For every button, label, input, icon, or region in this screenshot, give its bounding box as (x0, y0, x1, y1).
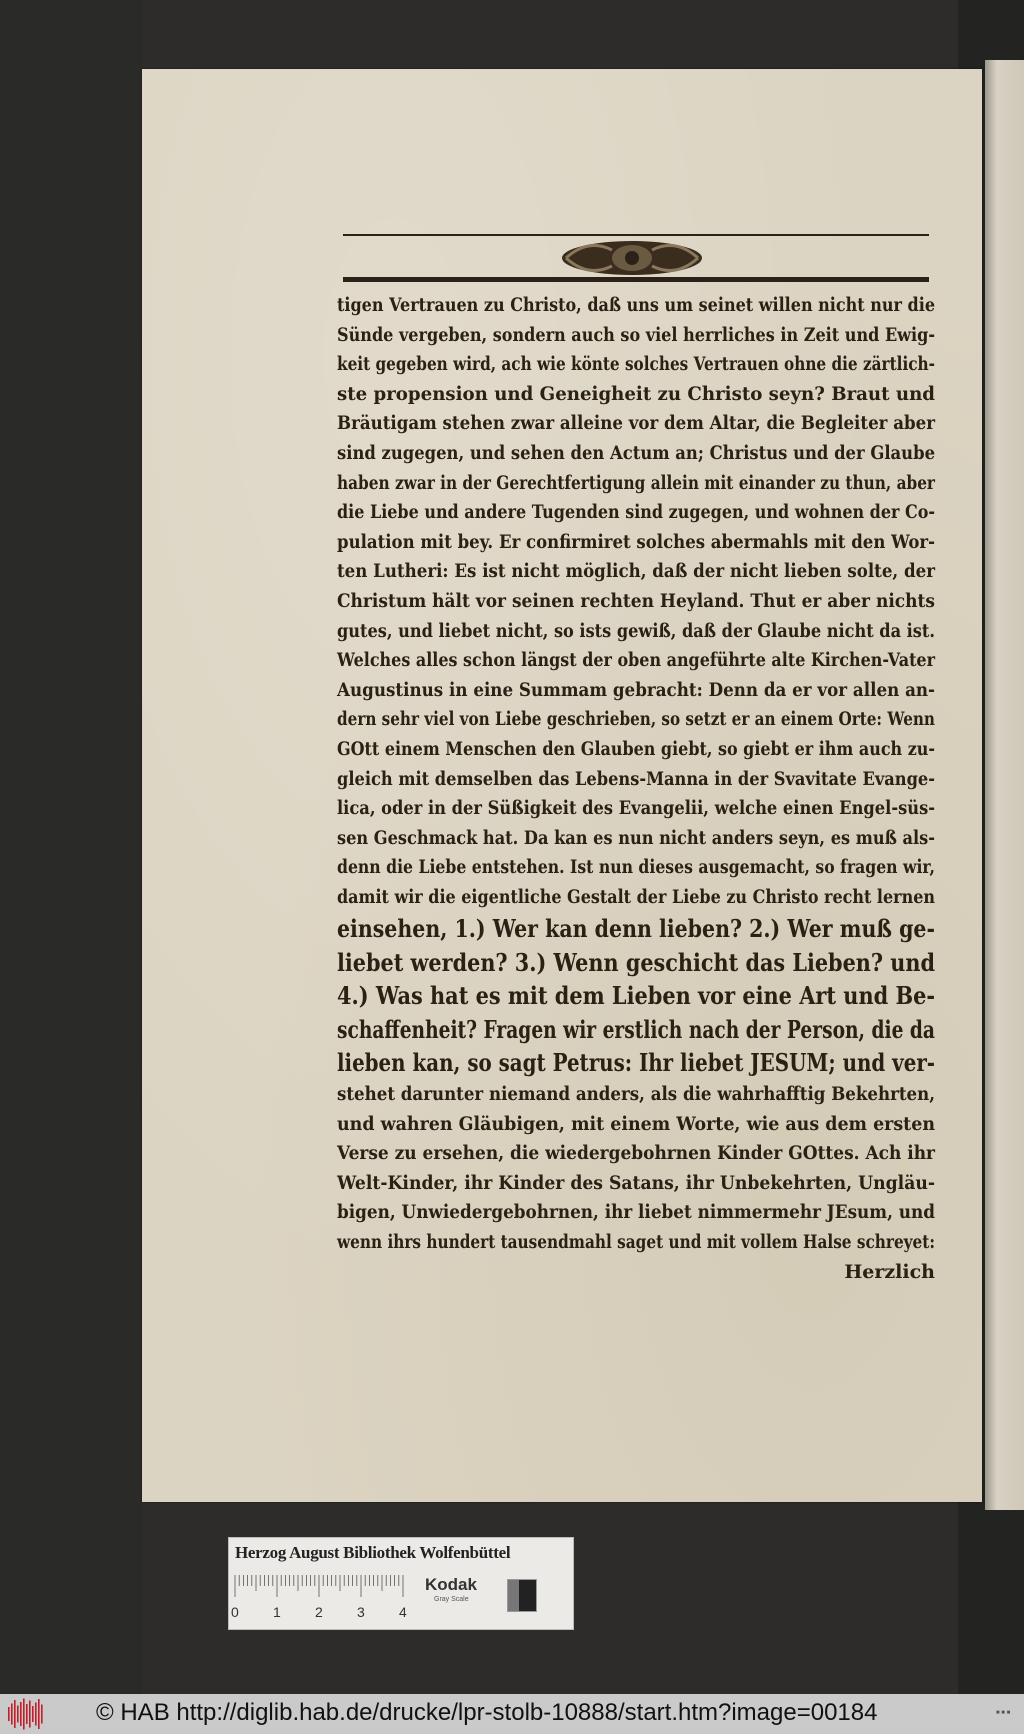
text-line: gutes, und liebet nicht, so ists gewiß, daß der Glaube nicht da ist. (337, 619, 935, 642)
text-line: GOtt einem Menschen den Glauben giebt, so giebt er ihm auch zu- (337, 737, 935, 760)
text-line: gleich mit demselben das Lebens-Manna in der Svavitate Evange- (337, 767, 935, 790)
logo-bar (17, 1706, 19, 1723)
text-line: lica, oder in der Süßigkeit des Evangelii, welche einen Engel-süs- (337, 797, 935, 820)
ruler-number: 4 (399, 1604, 407, 1620)
text-line: Augustinus in eine Summam gebracht: Denn da er vor allen an- (337, 678, 935, 701)
header-rule-thick (343, 277, 929, 282)
text-line: dern sehr viel von Liebe geschrieben, so setzt er an einem Orte: Wenn (337, 708, 935, 731)
text-line: haben zwar in der Gerechtfertigung allein mit einander zu thun, aber (337, 471, 935, 494)
ruler-number: 0 (231, 1604, 239, 1620)
text-line: sind zugegen, und sehen den Actum an; Christus und der Glaube (337, 441, 935, 464)
library-name: Herzog August Bibliothek Wolfenbüttel (235, 1543, 511, 1562)
text-line: damit wir die eigentliche Gestalt der Liebe zu Christo recht lernen (337, 885, 935, 908)
logo-bar (32, 1706, 34, 1722)
text-line: Christum hält vor seinen rechten Heyland. Thut er aber nichts (337, 589, 935, 612)
text-line: Sünde vergeben, sondern auch so viel herrliches in Zeit und Ewig- (337, 323, 935, 346)
text-line: die Liebe und andere Tugenden sind zugegen, und wohnen der Co- (337, 501, 935, 524)
logo-bar (35, 1703, 37, 1726)
logo-bar (29, 1701, 31, 1728)
text-line: und wahren Gläubigen, mit einem Worte, wie aus dem ersten (337, 1112, 935, 1135)
permalink[interactable]: © HAB http://diglib.hab.de/drucke/lpr-stolb-10888/start.htm?image=00184 (96, 1699, 878, 1726)
catchword: Herzlich (844, 1260, 935, 1283)
logo-bar (20, 1702, 22, 1726)
text-line: ten Lutheri: Es ist nicht möglich, daß der nicht lieben solte, der (337, 560, 935, 583)
logo-bar (38, 1699, 40, 1729)
logo-bar (23, 1699, 25, 1730)
text-line: ste propension und Geneigheit zu Christo seyn? Braut und (337, 382, 935, 405)
text-line: Welches alles schon längst der oben angeführte alte Kirchen-Vater (337, 649, 935, 672)
text-line: bigen, Unwiedergebohrnen, ihr liebet nimmermehr JEsum, und (337, 1201, 935, 1224)
ruler-number: 3 (357, 1604, 365, 1620)
text-line: keit gegeben wird, ach wie könte solches Vertrauen ohne die zärtlich- (337, 353, 935, 376)
text-line: einsehen, 1.) Wer kan denn lieben? 2.) Wer muß ge- (337, 914, 935, 944)
page-body-text (337, 291, 935, 1287)
library-scale-card (228, 1537, 574, 1630)
text-line: 4.) Was hat es mit dem Lieben vor eine Art und Be- (337, 981, 935, 1011)
hab-logo-icon (6, 1698, 46, 1730)
text-line: liebet werden? 3.) Wenn geschicht das Lieben? und (337, 947, 935, 977)
ruler-number: 1 (273, 1604, 281, 1620)
text-line: stehet darunter niemand anders, als die wahrhafftig Bekehrten, (337, 1082, 935, 1105)
text-line: denn die Liebe entstehen. Ist nun dieses ausgemacht, so fragen wir, (337, 856, 935, 879)
logo-bar (11, 1704, 13, 1725)
ruler-scale (233, 1575, 411, 1597)
footer-bar (0, 1694, 1024, 1734)
kodak-brand: Kodak (425, 1575, 477, 1594)
text-line: tigen Vertrauen zu Christo, daß uns um seinet willen nicht nur die (337, 294, 935, 316)
text-line: Welt-Kinder, ihr Kinder des Satans, ihr Unbekehrten, Ungläu- (337, 1171, 935, 1194)
logo-bar (26, 1704, 28, 1724)
background (0, 0, 142, 1694)
gray-scale-label: Gray Scale (434, 1596, 469, 1603)
ruler-number: 2 (315, 1604, 323, 1620)
text-line: Verse zu ersehen, die wiedergebohrnen Kinder GOttes. Ach ihr (337, 1142, 935, 1165)
text-line: Bräutigam stehen zwar alleine vor dem Altar, die Begleiter aber (337, 412, 935, 435)
text-line: schaffenheit? Fragen wir erstlich nach der Person, die da (337, 1014, 935, 1044)
text-line: wenn ihrs hundert tausendmahl saget und mit vollem Halse schreyet: (337, 1230, 935, 1253)
adjacent-page-edge (985, 60, 1024, 1510)
text-line: sen Geschmack hat. Da kan es nun nicht anders seyn, es muß als- (337, 826, 935, 849)
text-line: pulation mit bey. Er confirmiret solches abermahls mit den Wor- (337, 530, 935, 553)
text-line: lieben kan, so sagt Petrus: Ihr liebet JESUM; und ver- (337, 1048, 935, 1078)
ornament-icon (558, 236, 706, 280)
gray-swatch (507, 1579, 537, 1612)
more-icon[interactable]: ■ ■ ■ (996, 1710, 1011, 1716)
logo-bar (14, 1700, 16, 1728)
logo-bar (8, 1707, 10, 1721)
logo-bar (41, 1705, 43, 1724)
